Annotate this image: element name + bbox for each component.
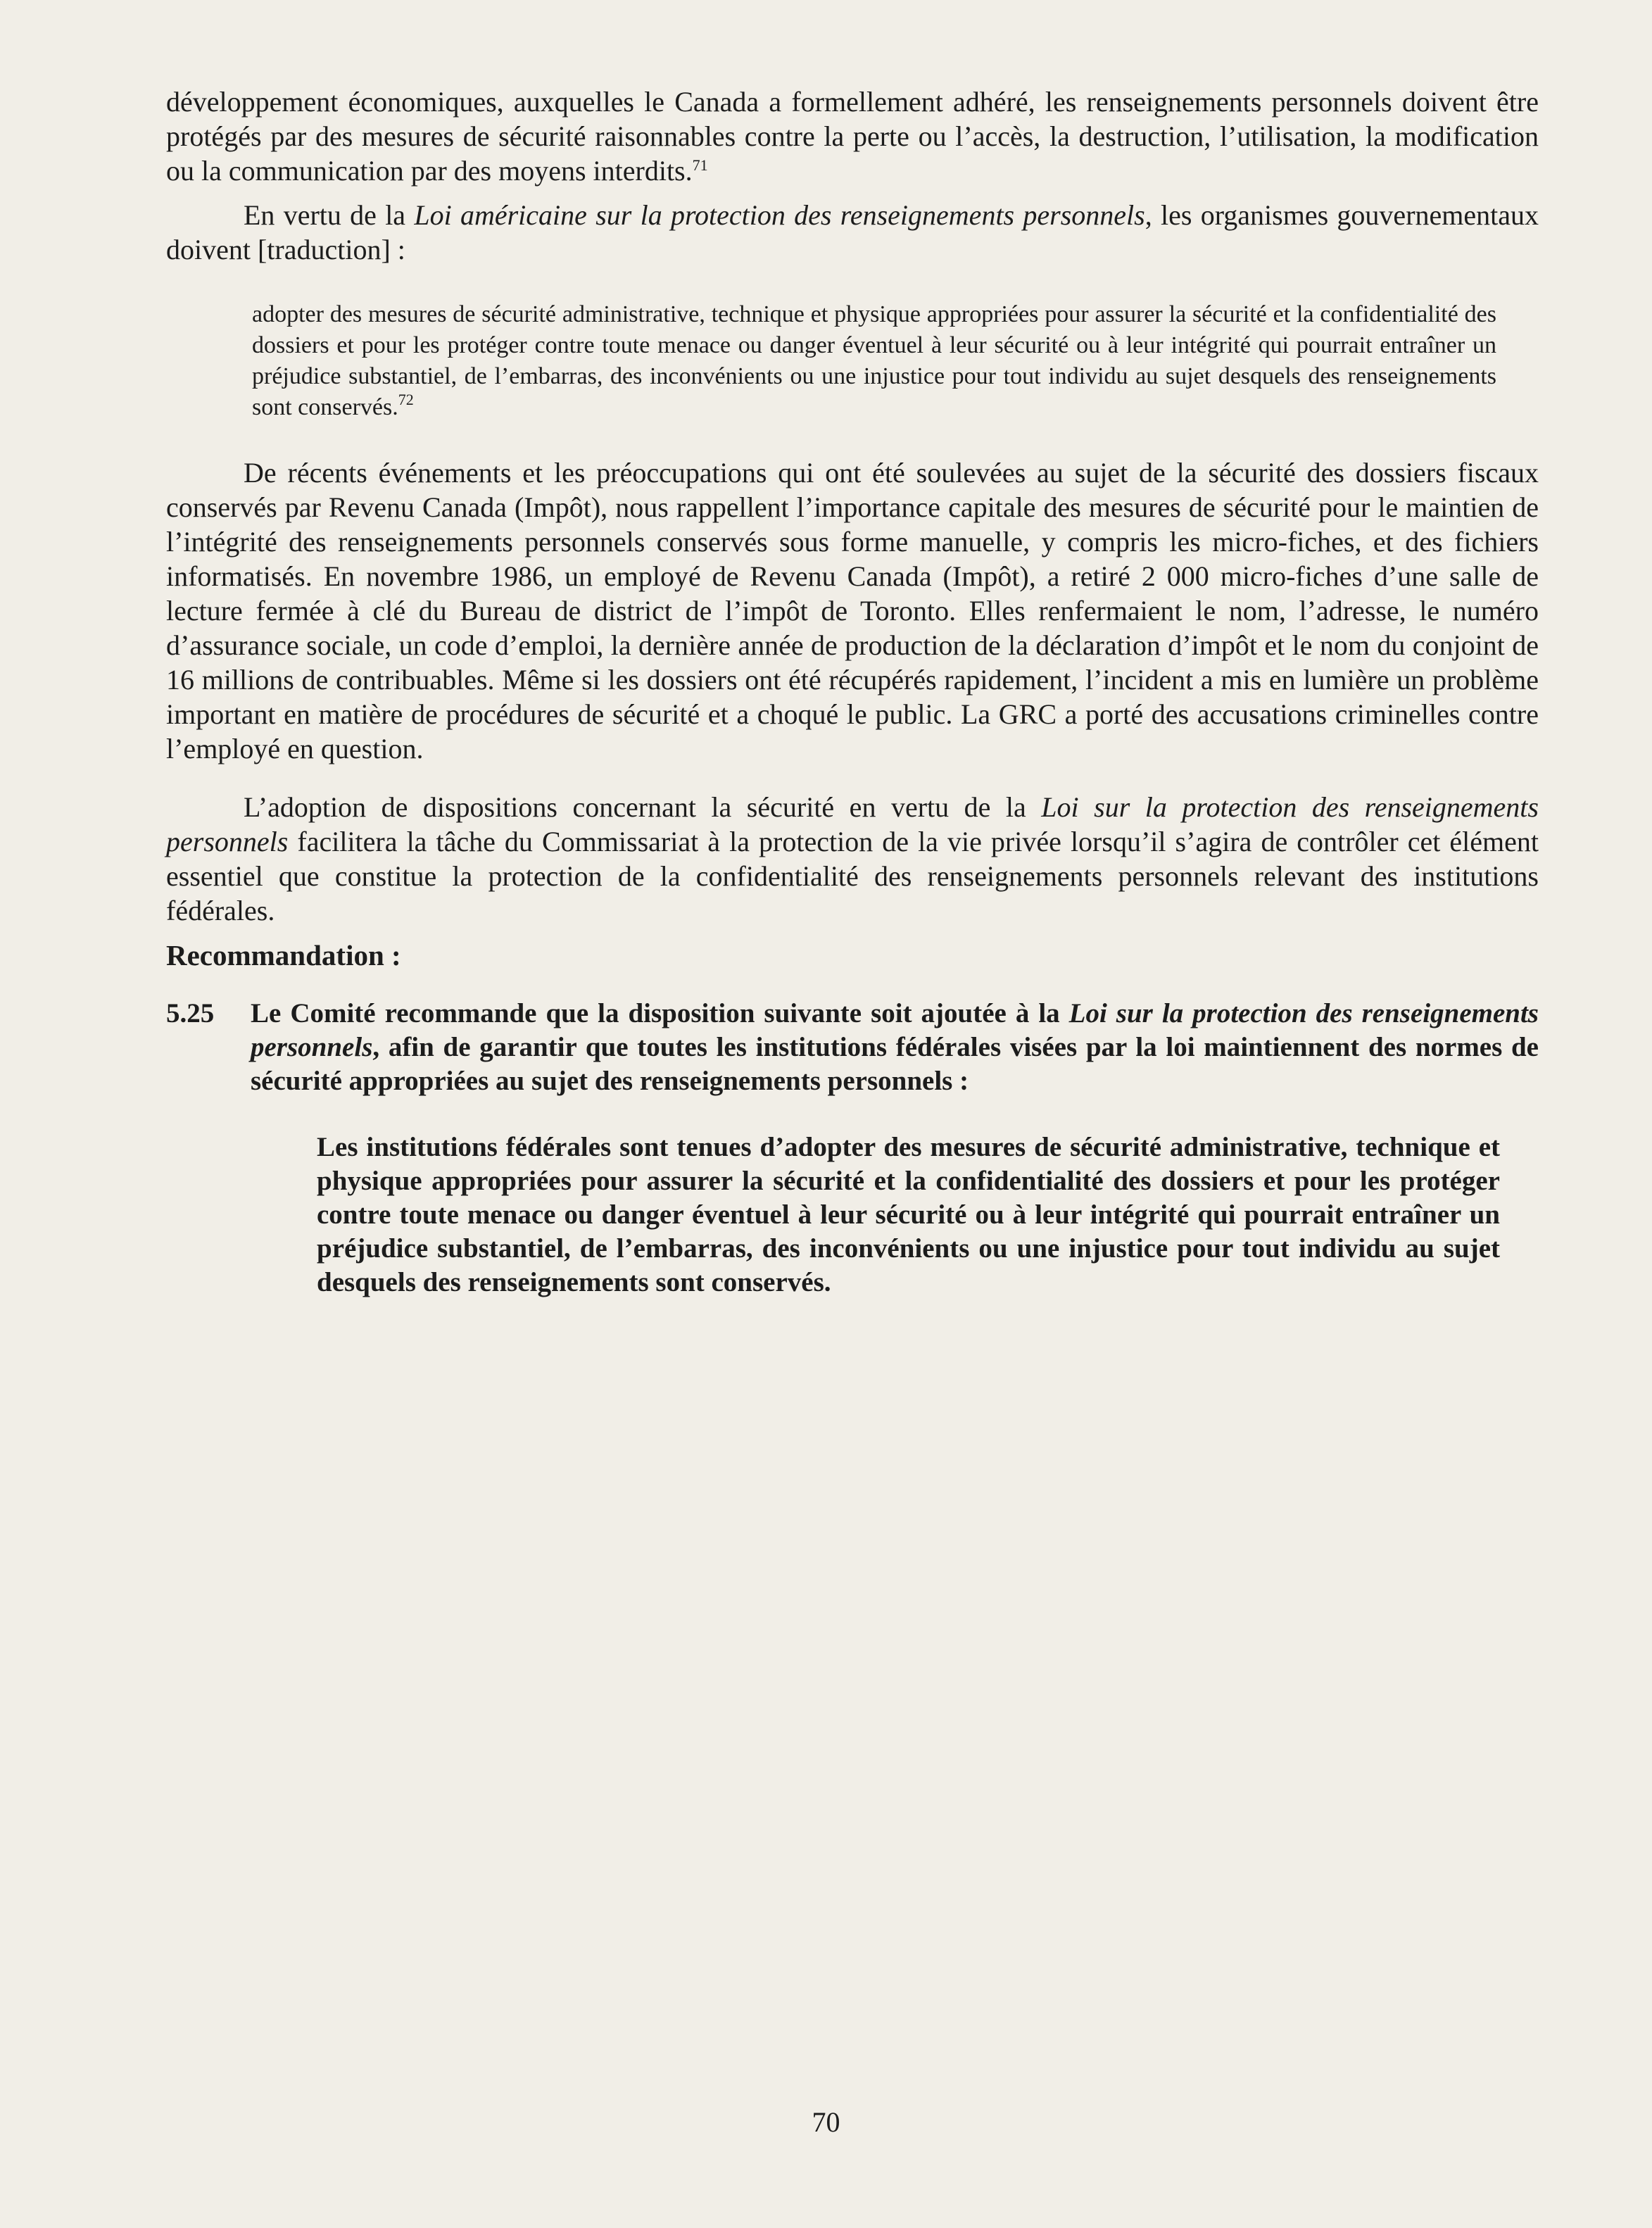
block-quote-us-law <box>252 299 1496 423</box>
footnote-ref-71: 71 <box>692 156 708 174</box>
recommendation-rest: , afin de garantir que toutes les institutions fédérales visées par la loi maintiennent des normes de sécurité appropriées au sujet des renseignements personnels : <box>251 1032 1539 1096</box>
paragraph-text: facilitera la tâche du Commissariat à la protection de la vie privée lorsqu’il s’agira de contrôler cet élément essentiel que constitue la protection de la confidentialité des renseignements personnels relevant des institutions fédérales. <box>166 826 1539 926</box>
recommendation-number: 5.25 <box>166 998 215 1028</box>
page-content <box>166 84 1539 1299</box>
paragraph-text: En vertu de la <box>244 199 415 231</box>
footnote-ref-72: 72 <box>398 391 414 408</box>
law-title-italic: Loi sur la protection des renseignements personnels <box>251 998 1539 1062</box>
paragraph-security-provisions <box>166 790 1539 928</box>
paragraph-revenue-canada-incident: De récents événements et les préoccupations qui ont été soulevées au sujet de la sécurité des dossiers fiscaux conservés par Revenu Canada (Impôt), nous rappellent l’importance capitale des mesures de sécurité pour le maintien de l’intégrité des renseignements personnels conservés sous forme manuelle, y compris les micro-fiches, et des fichiers informatisés. En novembre 1986, un employé de Revenu Canada (Impôt), a retiré 2 000 micro-fiches d’une salle de lecture fermée à clé du Bureau de district de l’impôt de Toronto. Elles renfermaient le nom, l’adresse, le numéro d’assurance sociale, un code d’emploi, la dernière année de production de la déclaration d’impôt et le nom du conjoint de 16 millions de contribuables. Même si les dossiers ont été récupérés rapidement, l’incident a mis en lumière un problème important en matière de procédures de sécurité et a choqué le public. La GRC a porté des accusations criminelles contre l’employé en question. <box>166 457 1539 764</box>
recommended-provision: Les institutions fédérales sont tenues d’adopter des mesures de sécurité administrative, technique et physique appropriées pour assurer la sécurité et la confidentialité des dossiers et pour les protéger contre toute menace ou danger éventuel à leur sécurité ou à leur intégrité qui pourrait entraîner un préjudice substantiel, de l’embarras, des inconvénients ou une injustice pour tout individu au sujet desquels des renseignements sont conservés. <box>317 1132 1500 1297</box>
paragraph-oecd-guidelines <box>166 84 1539 188</box>
law-title-italic: Loi américaine sur la protection des renseignements personnels <box>414 199 1145 231</box>
paragraph-text: , les organismes gouvernementaux doivent [traduction] : <box>166 199 1539 265</box>
recommendation-lead: Le Comité recommande que la disposition suivante soit ajoutée à la <box>251 998 1069 1028</box>
recommendation-text <box>251 997 1539 1098</box>
paragraph-text: développement économiques, auxquelles le Canada a formellement adhéré, les renseignements personnels doivent être protégés par des mesures de sécurité raisonnables contre la perte ou l’accès, la destruction, l’utilisation, la modification ou la communication par des moyens interdits. <box>166 86 1539 187</box>
quote-text: adopter des mesures de sécurité administrative, technique et physique appropriées pour assurer la sécurité et la confidentialité des dossiers et pour les protéger contre toute menace ou danger éventuel à leur sécurité ou à leur intégrité qui pourrait entraîner un préjudice substantiel, de l’embarras, des inconvénients ou une injustice pour tout individu au sujet desquels des renseignements sont conservés. <box>252 301 1496 420</box>
page-number: 70 <box>812 2106 840 2138</box>
recommendation-heading: Recommandation : <box>166 939 401 971</box>
recommendation-5-25 <box>166 997 1539 1098</box>
law-title-italic: Loi sur la protection des renseignements personnels <box>166 791 1539 857</box>
paragraph-us-privacy-act <box>166 198 1539 267</box>
paragraph-text: L’adoption de dispositions concernant la sécurité en vertu de la <box>244 791 1042 823</box>
